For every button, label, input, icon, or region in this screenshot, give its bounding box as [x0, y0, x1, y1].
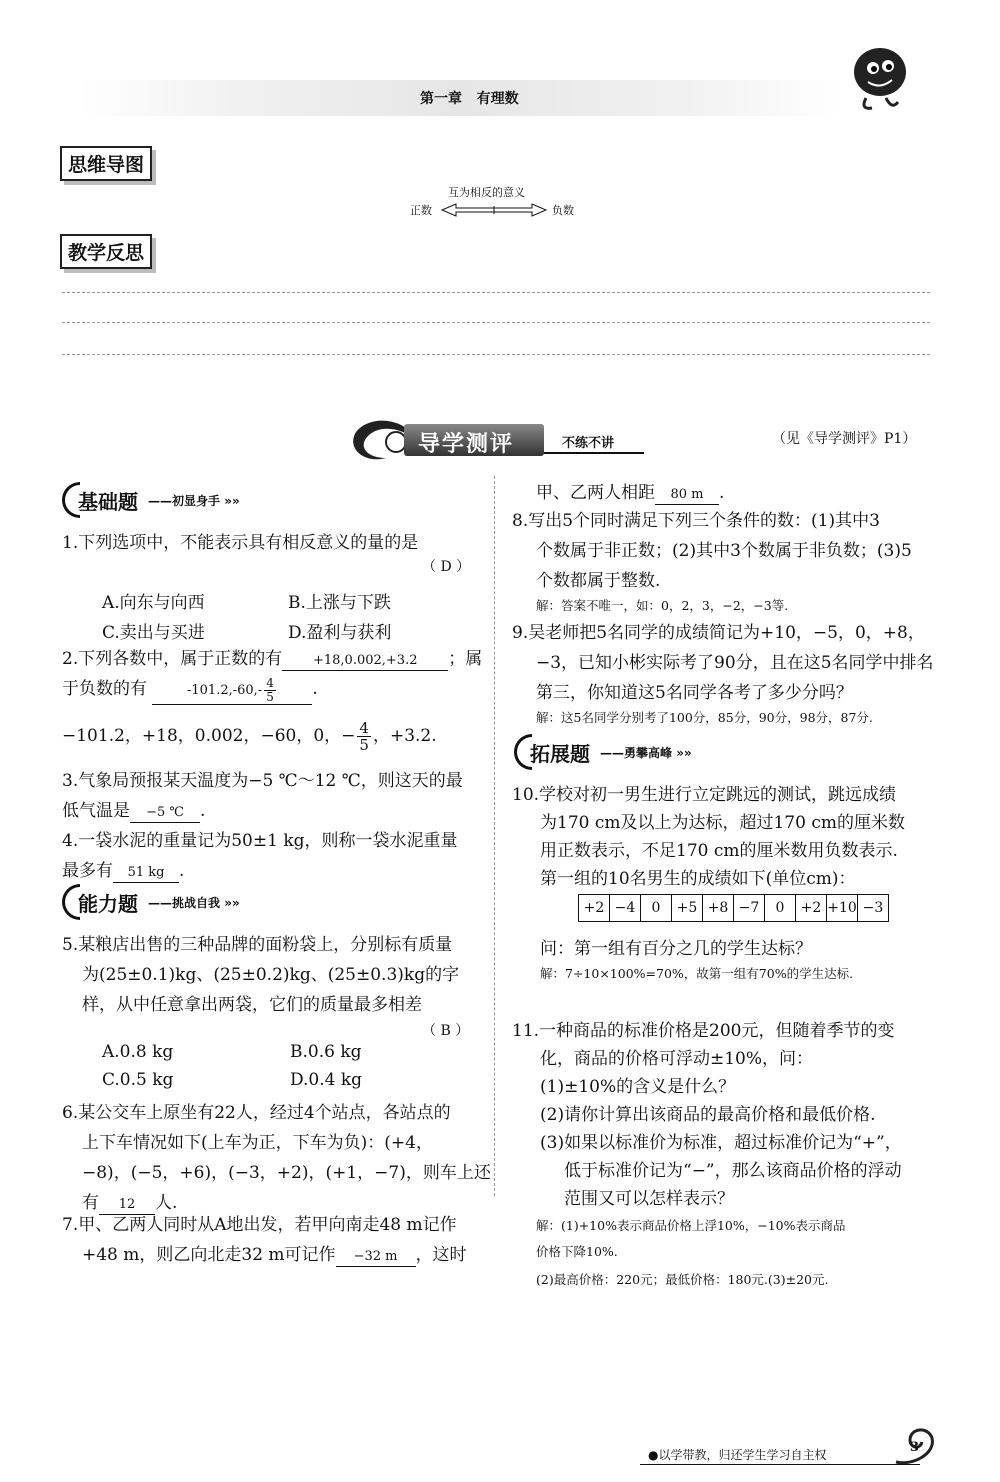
q8-line: 个数属于非正数；(2)其中3个数属于非负数；(3)5	[536, 541, 912, 561]
q4-answer: 51 kg	[113, 864, 179, 883]
footer-motto: ●以学带教，归还学生学习自主权	[648, 1448, 827, 1462]
q3-line1: 3.气象局预报某天温度为−5 ℃～12 ℃，则这天的最	[62, 771, 463, 791]
section-subtitle: ——勇攀高峰 »»	[600, 746, 692, 760]
q8-line: 个数都属于整数.	[536, 571, 661, 591]
section-subtitle: ——挑战自我 »»	[148, 896, 240, 910]
q5-line: 为(25±0.1)kg、(25±0.2)kg、(25±0.3)kg的字	[82, 965, 460, 985]
q11-solution: (2)最高价格：220元；最低价格：180元.(3)±20元.	[536, 1272, 829, 1287]
q9-line: 第三，你知道这5名同学各考了多少分吗？	[536, 683, 853, 703]
q5-answer: （ B ）	[422, 1023, 470, 1039]
q11-line: (3)如果以标准价为标准，超过标准价记为“+”，	[540, 1133, 902, 1153]
column-divider	[494, 476, 495, 1196]
q5-option: A.0.8 kg	[102, 1042, 174, 1062]
mindmap-label: 思维导图	[60, 146, 152, 181]
footer-rule	[640, 1464, 920, 1465]
mindmap-relation: 互为相反的意义	[448, 186, 525, 199]
q2-number-list: −101.2，+18，0.002，−60，0，− $\frac{4}{5}$ ，+3.2.	[62, 719, 437, 754]
banner-title: 导学测评	[418, 432, 515, 457]
q6-line: 6.某公交车上原坐有22人，经过4个站点，各站点的	[62, 1103, 451, 1123]
q6-line: −8)，(−5，+6)，(−3，+2)，(+1，−7)，则车上还	[82, 1163, 491, 1183]
q8-solution: 解：答案不唯一，如：0，2，3，−2，−3等.	[536, 598, 789, 613]
q1-text: 1.下列选项中，不能表示具有相反意义的量的是	[62, 533, 419, 553]
section-title: 能力题	[78, 892, 138, 916]
q11-line: 范围又可以怎样表示？	[564, 1189, 734, 1209]
double-arrow-icon	[440, 202, 548, 218]
q11-solution: 解：(1)+10%表示商品价格上浮10%，−10%表示商品	[536, 1218, 846, 1233]
q1-option: D.盈利与获利	[288, 623, 392, 643]
q5-option: B.0.6 kg	[290, 1042, 362, 1062]
q2-positive-answer: +18,0.002,+3.2	[282, 652, 448, 671]
q10-solution: 解：7÷10×100%=70%，故第一组有70%的学生达标.	[540, 966, 854, 981]
q1-option: C.卖出与买进	[102, 623, 205, 643]
q10-line: 10.学校对初一男生进行立定跳远的测试，跳远成绩	[512, 785, 897, 805]
q6-line4: 有 12 人.	[82, 1193, 178, 1213]
q7-answer-2: 80 m	[655, 486, 719, 505]
reflection-line	[62, 322, 930, 323]
q11-solution: 价格下降10%.	[536, 1244, 618, 1259]
reflection-line	[62, 354, 930, 355]
q10-line: 为170 cm及以上为达标，超过170 cm的厘米数	[540, 813, 905, 833]
q2-negative-answer: -101.2,-60,- $\frac{4}{5}$	[152, 677, 312, 705]
q11-line: (1)±10%的含义是什么？	[540, 1077, 736, 1097]
q5-line: 5.某粮店出售的三种品牌的面粉袋上，分别标有质量	[62, 935, 453, 955]
q5-line: 样，从中任意拿出两袋，它们的质量最多相差	[82, 995, 422, 1015]
score-cell: −4	[610, 895, 641, 922]
q3-line2: 低气温是 −5 ℃ .	[62, 801, 206, 821]
reflection-line	[62, 292, 930, 293]
q11-line: 化，商品的价格可浮动±10%，问：	[540, 1049, 814, 1069]
chapter-header: 第一章 有理数	[420, 91, 519, 107]
section-title: 拓展题	[530, 742, 590, 766]
q10-line: 用正数表示，不足170 cm的厘米数用负数表示.	[540, 841, 898, 861]
score-cell: +5	[672, 895, 703, 922]
q9-line: −3，已知小彬实际考了90分，且在这5名同学中排名	[536, 653, 934, 673]
q5-option: D.0.4 kg	[290, 1070, 363, 1090]
q9-solution: 解：这5名同学分别考了100分，85分，90分，98分，87分.	[536, 710, 873, 725]
section-basic	[62, 480, 302, 520]
mindmap-negative: 负数	[552, 204, 574, 217]
q4-line2: 最多有 51 kg .	[62, 861, 185, 881]
section-extend	[514, 732, 754, 772]
mindmap-positive: 正数	[410, 204, 432, 217]
mascot-icon	[846, 36, 916, 116]
reflection-label: 教学反思	[60, 234, 152, 269]
page-number: 3	[910, 1440, 920, 1455]
q10-line: 第一组的10名男生的成绩如下(单位cm)：	[540, 869, 856, 889]
score-cell: +2	[796, 895, 827, 922]
banner-slogan: 不练不讲	[562, 436, 615, 451]
score-cell: +8	[703, 895, 734, 922]
q7-line1: 7.甲、乙两人同时从A地出发，若甲向南走48 m记作	[62, 1215, 457, 1235]
q2-line2: 于负数的有 -101.2,-60,- $\frac{4}{5}$ .	[62, 676, 318, 704]
q7-line3: 甲、乙两人相距 80 m .	[536, 483, 725, 503]
section-title: 基础题	[78, 490, 138, 514]
q11-line: 11.一种商品的标准价格是200元，但随着季节的变	[512, 1021, 895, 1041]
q10-question: 问：第一组有百分之几的学生达标？	[540, 939, 812, 959]
q7-line2: +48 m，则乙向北走32 m可记作 −32 m ，这时	[82, 1245, 467, 1265]
q6-line: 上下车情况如下(上车为正，下车为负)：(+4，	[82, 1133, 433, 1153]
table-row	[579, 895, 889, 922]
q7-answer-1: −32 m	[336, 1248, 416, 1267]
score-cell: −7	[734, 895, 765, 922]
q6-answer: 12	[99, 1196, 155, 1215]
q4-line1: 4.一袋水泥的重量记为50±1 kg，则称一袋水泥重量	[62, 831, 458, 851]
score-cell: 0	[641, 895, 672, 922]
q3-answer: −5 ℃	[130, 804, 200, 823]
score-table	[578, 894, 889, 922]
banner-reference: （见《导学测评》P1）	[772, 431, 917, 447]
q8-line: 8.写出5个同时满足下列三个条件的数：(1)其中3	[512, 511, 880, 531]
q11-line: (2)请你计算出该商品的最高价格和最低价格.	[540, 1105, 876, 1125]
q5-option: C.0.5 kg	[102, 1070, 174, 1090]
q11-line: 低于标准价记为“−”，那么该商品价格的浮动	[564, 1161, 902, 1181]
q2-line1: 2.下列各数中，属于正数的有 +18,0.002,+3.2 ；属	[62, 649, 483, 669]
banner-underline	[544, 452, 644, 454]
score-cell: +10	[827, 895, 858, 922]
q1-option: A.向东与向西	[102, 593, 205, 613]
score-cell: +2	[579, 895, 610, 922]
section-subtitle: ——初显身手 »»	[148, 494, 240, 508]
section-ability	[62, 882, 302, 922]
q9-line: 9.吴老师把5名同学的成绩简记为+10，−5，0，+8，	[512, 623, 925, 643]
score-cell: 0	[765, 895, 796, 922]
score-cell: −3	[858, 895, 889, 922]
q1-option: B.上涨与下跌	[288, 593, 391, 613]
q1-answer: （ D ）	[422, 559, 471, 575]
